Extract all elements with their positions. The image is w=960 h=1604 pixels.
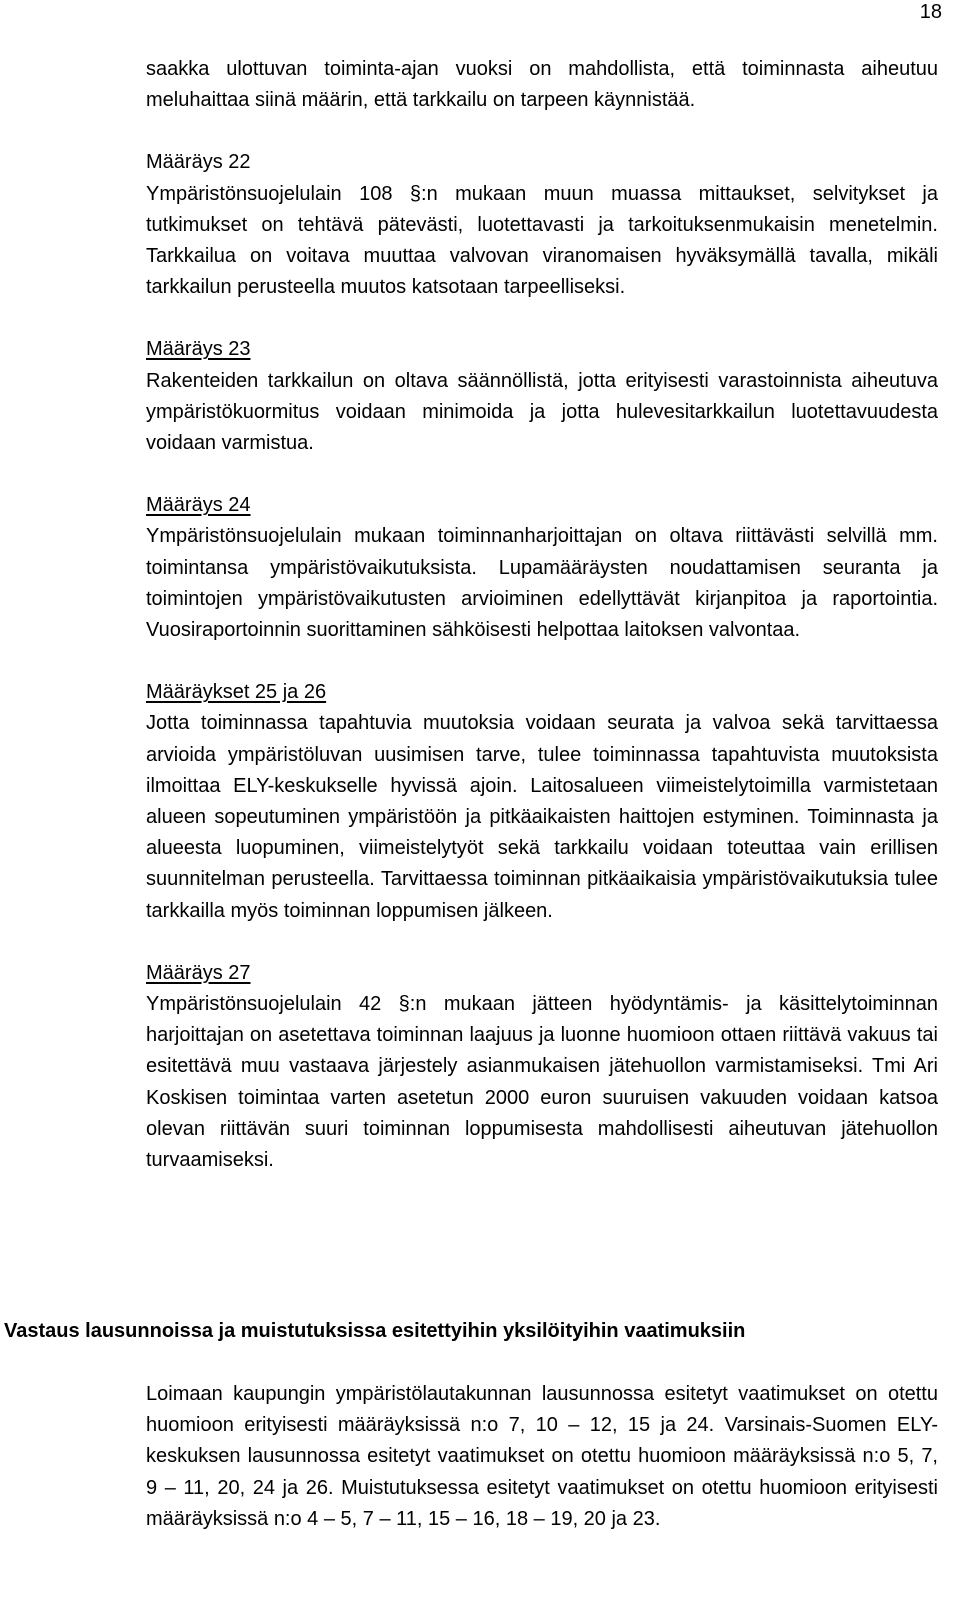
section-paragraph: Jotta toiminnassa tapahtuvia muutoksia voidaan seurata ja valvoa sekä tarvittaessa arvioida ympäristöluvan uusimisen tarve, tulee toiminnassa tapahtuvista muutoksista ilmoittaa ELY-keskukselle hyvissä ajoin. Laitosalueen viimeistelytoimilla varmistetaan alueen sopeutuminen ympäristöön ja pitkäaikaisten haittojen estyminen. Toiminnasta ja alueesta luopuminen, viimeistelytyöt sekä tarkkailu voidaan toteuttaa vain erillisen suunnitelman perusteella. Tarvittaessa toiminnan pitkäaikaisia ympäristövaikutuksia tulee tarkkailla myös toiminnan loppumisen jälkeen. [146, 712, 938, 922]
section-heading: Määräys 22 [146, 151, 251, 174]
section-heading: Määräykset 25 ja 26 [146, 681, 327, 704]
section-paragraph: Ympäristönsuojelulain 42 §:n mukaan jätteen hyödyntämis- ja käsittelytoiminnan harjoittajan on asetettava toiminnan laajuus ja luonne huomioon ottaen riittävä vakuus tai esitettävä muu vastaava järjestely asianmukaisen jätehuollon varmistamiseksi. Tmi Ari Koskisen toimintaa varten asetetun 2000 euron suuruisen vakuuden voidaan katsoa olevan riittävän suuri toiminnan loppumisesta mahdollisesti aiheutuvan jätehuollon turvaamiseksi. [146, 993, 938, 1172]
section-paragraph: Ympäristönsuojelulain mukaan toiminnanharjoittajan on oltava riittävästi selvillä mm. toimintansa ympäristövaikutuksista. Lupamääräysten noudattamisen seuranta ja toimintojen ympäristövaikutusten arvioiminen edellyttävät kirjanpitoa ja raportointia. Vuosiraportoinnin suorittaminen sähköisesti helpottaa laitoksen valvontaa. [146, 525, 938, 642]
section-maaraykset-25-26 [146, 677, 938, 927]
intro-paragraph: saakka ulottuvan toiminta-ajan vuoksi on mahdollista, että toiminnasta aiheutuu meluhaittaa siinä määrin, että tarkkailu on tarpeen käynnistää. [146, 58, 938, 112]
document-body [146, 54, 938, 1176]
section-maarays-27 [146, 958, 938, 1176]
section-maarays-23 [146, 334, 938, 459]
response-paragraph: Loimaan kaupungin ympäristölautakunnan lausunnossa esitetyt vaatimukset on otettu huomioon erityisesti määräyksissä n:o 7, 10 – 12, 15 ja 24. Varsinais-Suomen ELY-keskuksen lausunnossa esitetyt vaatimukset on otettu huomioon määräyksissä n:o 5, 7, 9 – 11, 20, 24 ja 26. Muistutuksessa esitetyt vaatimukset on otettu huomioon erityisesti määräyksissä n:o 4 – 5, 7 – 11, 15 – 16, 18 – 19, 20 ja 23. [146, 1383, 938, 1530]
response-section-title: Vastaus lausunnoissa ja muistutuksissa esitettyihin yksilöityihin vaatimuksiin [4, 1320, 746, 1342]
section-heading: Määräys 24 [146, 494, 251, 517]
page-number: 18 [919, 1, 942, 23]
section-heading: Määräys 23 [146, 338, 251, 361]
section-maarays-22 [146, 147, 938, 303]
section-paragraph: Rakenteiden tarkkailun on oltava säännöllistä, jotta erityisesti varastoinnista aiheutuva ympäristökuormitus voidaan minimoida ja jotta hulevesitarkkailun luotettavuudesta voidaan varmistua. [146, 369, 938, 455]
section-maarays-24 [146, 490, 938, 646]
response-section [146, 1379, 938, 1535]
section-paragraph: Ympäristönsuojelulain 108 §:n mukaan muun muassa mittaukset, selvitykset ja tutkimukset on tehtävä pätevästi, luotettavasti ja tarkoituksenmukaisin menetelmin. Tarkkailua on voitava muuttaa valvovan viranomaisen hyväksymällä tavalla, mikäli tarkkailun perusteella muutos katsotaan tarpeelliseksi. [146, 182, 938, 299]
section-heading: Määräys 27 [146, 961, 251, 984]
